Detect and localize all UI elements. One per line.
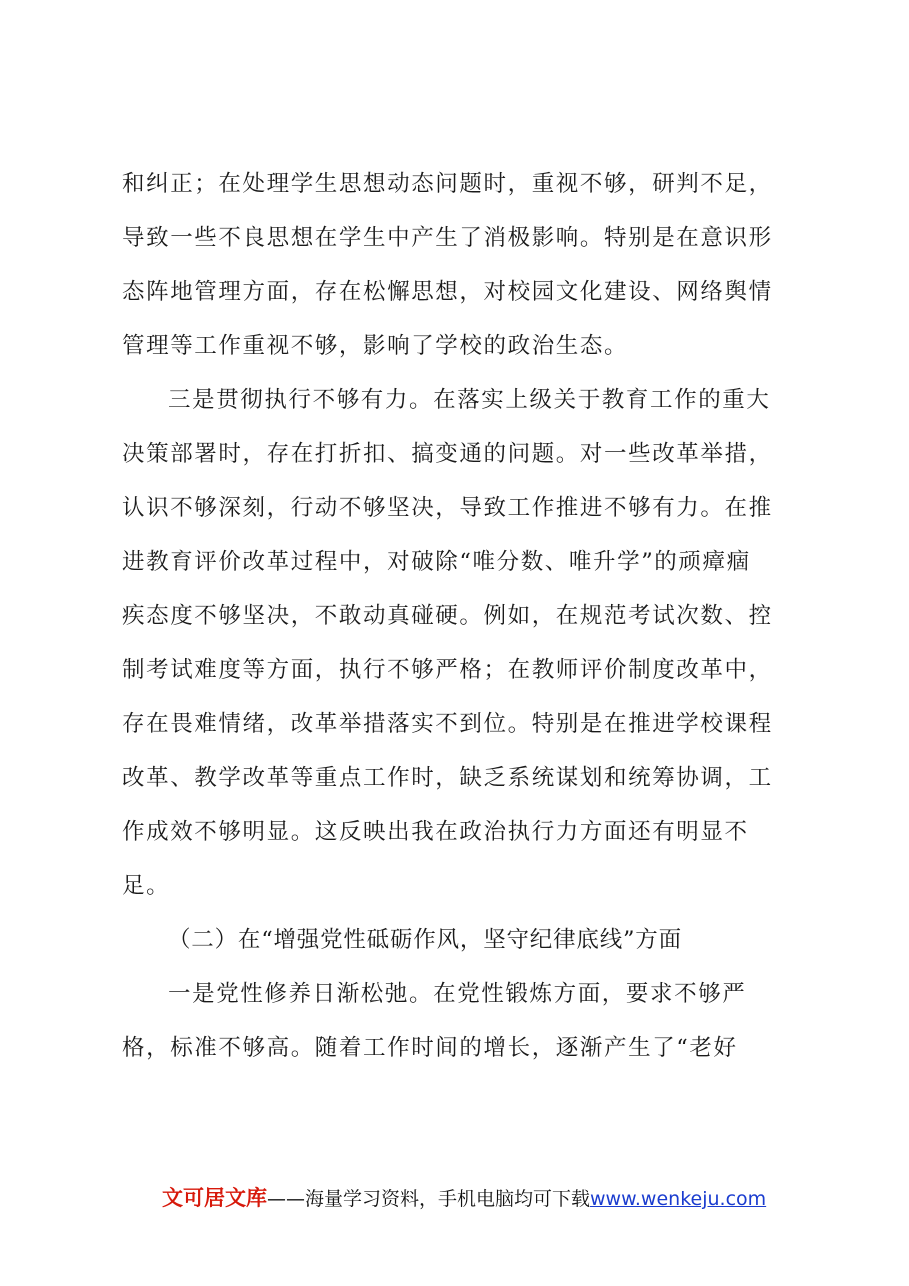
body-line: 和纠正；在处理学生思想动态问题时，重视不够，研判不足， <box>122 171 773 197</box>
footer-brand: 文可居文库 <box>162 1186 267 1210</box>
body-line: 存在畏难情绪，改革举措落实不到位。特别是在推进学校课程 <box>122 711 773 737</box>
paragraph-start-line: 三是贯彻执行不够有力。在落实上级关于教育工作的重大 <box>168 387 771 413</box>
body-line: 态阵地管理方面，存在松懈思想，对校园文化建设、网络舆情 <box>122 279 773 305</box>
body-line: 疾态度不够坚决，不敢动真碰硬。例如，在规范考试次数、控 <box>122 603 773 629</box>
body-line: 决策部署时，存在打折扣、搞变通的问题。对一些改革举措， <box>122 441 773 467</box>
body-line: 改革、教学改革等重点工作时，缺乏系统谋划和统筹协调，工 <box>122 765 773 791</box>
body-line: 管理等工作重视不够，影响了学校的政治生态。 <box>122 333 629 359</box>
body-line: 作成效不够明显。这反映出我在政治执行力方面还有明显不 <box>122 819 749 845</box>
footer-banner <box>162 1183 766 1213</box>
body-line: 足。 <box>122 873 171 899</box>
paragraph-start-line: 一是党性修养日渐松弛。在党性锻炼方面，要求不够严 <box>168 981 747 1007</box>
body-line: 导致一些不良思想在学生中产生了消极影响。特别是在意识形 <box>122 225 773 251</box>
body-line: 进教育评价改革过程中，对破除“唯分数、唯升学”的顽瘴痼 <box>122 549 751 575</box>
body-line: 制考试难度等方面，执行不够严格；在教师评价制度改革中， <box>122 657 773 683</box>
body-line: 格，标准不够高。随着工作时间的增长，逐渐产生了“老好 <box>122 1035 738 1061</box>
footer-link[interactable]: www.wenkeju.com <box>590 1188 767 1210</box>
section-heading: （二）在“增强党性砥砺作风，坚守纪律底线”方面 <box>168 927 682 953</box>
body-line: 认识不够深刻，行动不够坚决，导致工作推进不够有力。在推 <box>122 495 773 521</box>
footer-tagline: ——海量学习资料，手机电脑均可下载 <box>267 1188 591 1210</box>
